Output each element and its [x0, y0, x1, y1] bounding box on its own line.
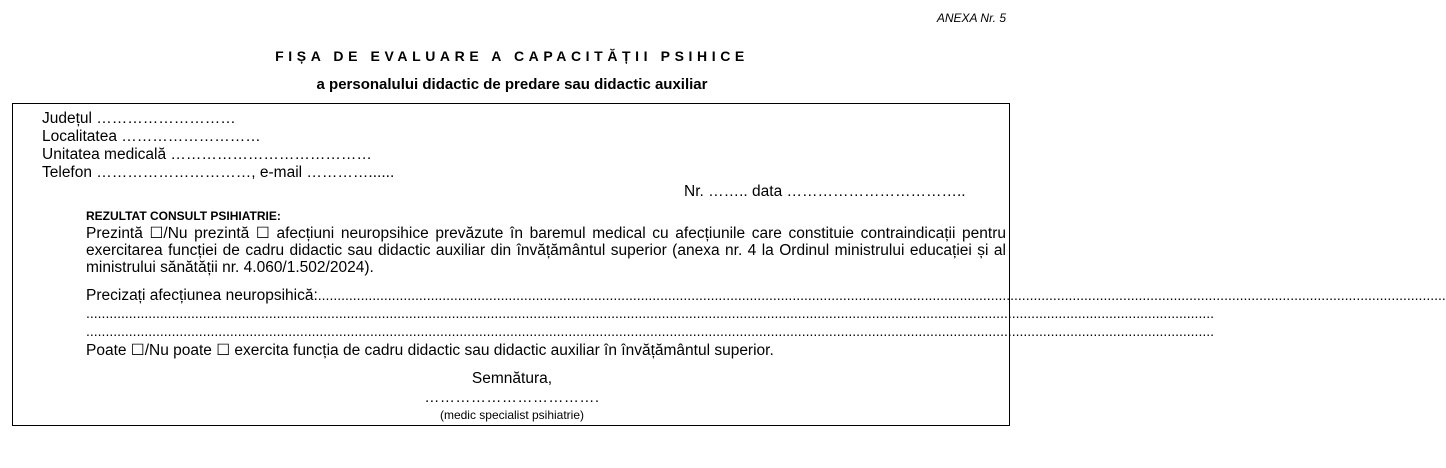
presence-paragraph: Prezintă ☐/Nu prezintă ☐ afecțiuni neuropsihice prevăzute în baremul medical cu afecțiunile care constituie contraindicații pentru exercitarea funcției de cadru didactic sau didactic auxiliar din învățământul superior (anexa nr. 4 la Ordinul ministrului educației și al ministrului sănătății nr. 4.060/1.502/2024). — [86, 225, 1006, 276]
medical-unit-field: Unitatea medicală ………………………………… — [42, 146, 372, 163]
dotted-line: .................................................................................................................................................................................................................................................................................................. — [86, 305, 1214, 321]
county-field: Județul ……………………… — [42, 110, 236, 127]
dotted-line: .................................................................................................................................................................................................................................................................................................. — [86, 323, 1214, 339]
annex-number: ANEXA Nr. 5 — [936, 11, 1006, 25]
affection-dots: .................................................................................................................................................................................................................................................................................................. — [317, 287, 1446, 303]
form-subtitle: a personalului didactic de predare sau didactic auxiliar — [316, 76, 708, 93]
phone-email-field: Telefon …………………………, e-mail …………...... — [42, 164, 395, 181]
affection-line — [86, 287, 1446, 304]
form-title: FIȘA DE EVALUARE A CAPACITĂȚII PSIHICE — [275, 48, 749, 64]
capacity-statement: Poate ☐/Nu poate ☐ exercita funcția de cadru didactic sau didactic auxiliar în învățământul superior. — [86, 342, 774, 359]
affection-label: Precizați afecțiunea neuropsihică: — [86, 287, 318, 304]
locality-field: Localitatea ……………………… — [42, 128, 261, 145]
number-date-field: Nr. …….. data …………………………….. — [684, 183, 966, 200]
signature-label: Semnătura, — [471, 370, 553, 387]
signature-note: (medic specialist psihiatrie) — [439, 408, 585, 422]
section-heading: REZULTAT CONSULT PSIHIATRIE: — [86, 209, 281, 223]
signature-line: ……………………………. — [424, 389, 600, 406]
